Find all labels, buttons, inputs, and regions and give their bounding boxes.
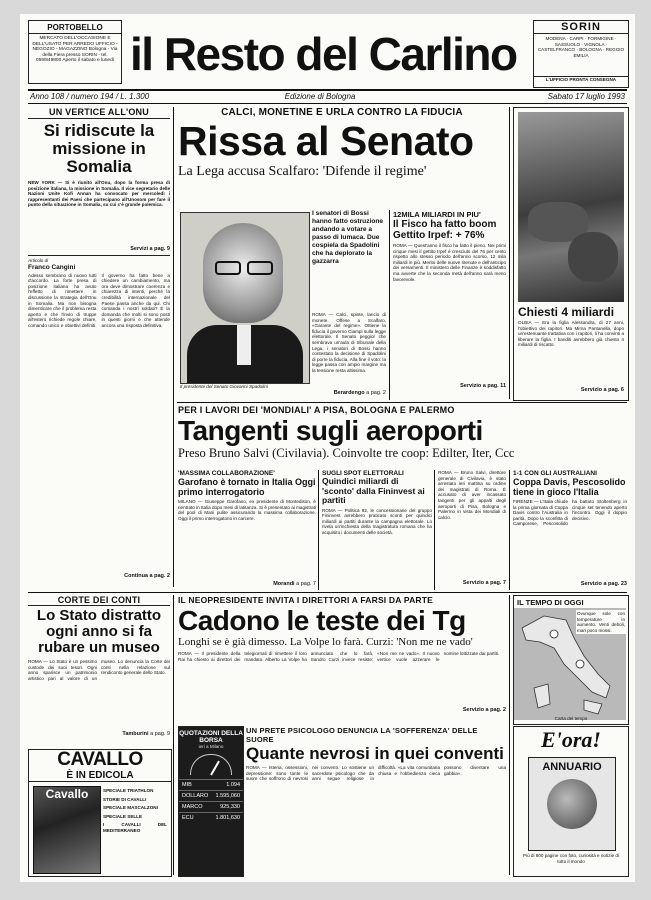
tg-body: ROMA — Il presidente della Rai ha chiesto ai direttori dei telegiornali di rimettere il loro mandato. Alberto La Volpe ha annunciato che lo farà, Sandro Curzi invece resiste: «Non me ne vado». Il nuovo vertice vuole azzerare le nomine lottizzate dai partiti. — [178, 651, 500, 662]
somalia-kicker: UN VERTICE ALL'ONU — [28, 107, 170, 119]
garofano-body: MILANO — Giuseppe Garofano, ex presidente di Montedison, è rientrato in Italia dopo mesi di latitanza. Si è presentato ai magistrati del pool di Mani pulite assicurando la massima collaborazione. Oggi il primo interrogatorio in carcere. — [178, 499, 316, 521]
borsa-row-value: 925,330 — [220, 803, 240, 810]
borsa-row-value: 1.801,630 — [215, 814, 240, 821]
issue-info: Anno 108 / numero 194 / L. 1.300 — [30, 92, 150, 101]
corte-headline: Lo Stato distratto ogni anno si fa rubare un museo — [36, 607, 162, 656]
irpef-more: Servizio a pag. 11 — [460, 383, 506, 389]
annuario-text: Più di 800 pagine con foto, curiosità e notizie di tutto il mondo — [522, 853, 620, 864]
tg-story[interactable] — [178, 595, 506, 723]
suore-kicker: UN PRETE PSICOLOGO DENUNCIA LA 'SOFFERENZA' DELLE SUORE — [246, 726, 478, 744]
borsa-table — [179, 779, 243, 823]
cavallo-item: I CAVALLI DEL MEDITERRANEO — [103, 822, 167, 833]
corte-story[interactable] — [28, 595, 170, 745]
somalia-headline: Si ridiscute la missione in Somalia — [43, 121, 155, 176]
masthead-rule — [28, 89, 627, 91]
tg-kicker: IL NEOPRESIDENTE INVITA I DIRETTORI A FARSI DA PARTE — [178, 595, 434, 605]
annuario-cover — [528, 757, 616, 851]
salvi-body: ROMA — Bruno Salvi, direttore generale di Civilavia, è stato arrestato ieri mattina su ordine dei magistrati di Roma. È accusato di aver incassato tangenti per gli appalti degli aeroporti di Pisa, Bologna e Palermo in vista dei Mondiali di calcio. — [438, 470, 506, 520]
somalia-story[interactable] — [28, 107, 170, 587]
airports-subhead: Preso Bruno Salvi (Civilavia). Coinvolte tre coop: Edilter, Iter, Ccc — [178, 446, 515, 460]
cavallo-ad[interactable] — [28, 749, 172, 877]
somalia-continues: Continua a pag. 2 — [124, 572, 170, 579]
airports-kicker: PER I LAVORI DEI 'MONDIALI' A PISA, BOLOGNA E PALERMO — [178, 405, 455, 415]
kidnap-more: Servizio a pag. 6 — [580, 387, 624, 393]
senate-kicker: CALCI, MONETINE E URLA CONTRO LA FIDUCIA — [221, 107, 463, 118]
sorin-text: MODENA · CARPI · FORMIGINE · SASSUOLO · VIGNOLA · CASTELFRANCO · BOLOGNA · REGGIO EMILIA — [537, 36, 625, 58]
masthead-rule-bottom — [28, 103, 627, 104]
somalia-body: Adesso sembrano di nuovo tutti d'accordo. La forte presa di posizione italiana ha avuto l'effetto di rimettere in discussione la strategia dell'Onu in Somalia. Ma non bisogna dimenticare che il problema resta aperto e che l'invio di truppe all'estero richiede regole chiare, comando unico e obiettivi definiti. Il governo ha fatto bene a chiedere un cambiamento, ma ora deve dimostrare coerenza e chiarezza di intenti, perché la credibilità internazionale del Paese passa anche da qui. Chi comanda i nostri soldati? È la domanda che molti si sono posti in questi giorni e che attende ancora una risposta definitiva. — [28, 272, 170, 328]
somalia-more: Servizi a pag. 9 — [130, 246, 170, 252]
borsa-row-label: ECU — [182, 814, 194, 821]
portobello-text: MERCATO DELL'OCCASIONE E DELL'USATO PER ARREDO UFFICIO - NEGOZIO - MAGAZZINO Bologna - Via della Fiera presso SORIN - tel. 059/849800 Aperto il sabato e lunedì — [32, 36, 118, 64]
borsa-row-label: MIB — [182, 781, 192, 788]
borsa-row-value: 1.094 — [226, 781, 240, 788]
davis-headline: Coppa Davis, Pescosolido tiene in gioco l'Italia — [513, 477, 626, 497]
salvi-more: Servizio a pag. 7 — [462, 580, 506, 586]
edition-label: Edizione di Bologna — [284, 92, 356, 101]
airports-headline: Tangenti sugli aeroporti — [178, 415, 483, 446]
davis-more: Servizio a pag. 23 — [580, 581, 627, 587]
irpef-kicker: 12MILA MILIARDI IN PIU' — [393, 210, 481, 219]
davis-kicker: 1-1 CON GLI AUSTRALIANI — [513, 470, 597, 477]
kidnap-body: OLBIA — Era la figlia Alessandra, di 27 anni, l'obiettivo dei rapitori. Ma Mirna Pantanella, dopo un'estenuante trattativa con i rapitori, li ha convinti a liberare la figlia. I banditi avrebbero già chiesto 4 miliardi di riscatto. — [518, 320, 624, 348]
fininvest-headline: Quindici miliardi di 'sconto' dalla Fininvest ai partiti — [322, 476, 425, 505]
irpef-story[interactable] — [393, 210, 506, 400]
senate-headline: Rissa al Senato — [178, 118, 474, 164]
cavallo-item: SPECIALE MASCALZONI — [103, 805, 158, 811]
sun-icon — [550, 630, 558, 638]
borsa-row-label: DOLLARO — [182, 792, 209, 799]
senate-subhead: La Lega accusa Scalfaro: 'Difende il regime' — [178, 164, 427, 179]
somalia-author-label: Articolo di — [28, 258, 49, 263]
newspaper-front-page — [20, 14, 635, 882]
somalia-author: Franco Cangini — [28, 263, 76, 271]
garofano-story[interactable] — [178, 470, 316, 590]
senate-aside: I senatori di Bossi hanno fatto ostruzione andando a votare a passo di lumaca. Due cospiela da Spadolini che ha deplorato la gazzarra — [312, 210, 384, 265]
portobello-title: PORTOBELLO — [29, 23, 121, 34]
borsa-row — [179, 801, 243, 812]
garofano-headline: Garofano è tornato in Italia Oggi primo interrogatorio — [178, 477, 316, 497]
senate-body: ROMA — Calci, spinte, lancio di monete. Offese a Scalfaro, «Garante del regime». Ottiene la fiducia il governo Ciampi sulla legge elettorale. Il Senato peggior che sembrava un'aula di tribunale della Lega, i senatori di Bossi hanno contestato la decisione di Spadolini di porre la fiducia. Alla fine il voto: la legge passa con ampio margine ma la tensione resta altissima. — [312, 312, 386, 373]
davis-story[interactable] — [513, 470, 627, 590]
weather-caption: Carta del tempo — [554, 716, 588, 722]
borsa-box[interactable] — [178, 726, 244, 877]
sorin-footer: L'UFFICIO PRONTA CONSEGNA — [534, 76, 628, 83]
annuario-ad[interactable] — [513, 726, 629, 877]
borsa-title: QUOTAZIONI DELLA BORSA — [179, 730, 243, 744]
annuario-title: E'ora! — [541, 727, 601, 752]
tg-headline: Cadono le teste dei Tg — [178, 605, 466, 636]
cavallo-item: SPECIALE TRIATHLON — [103, 788, 154, 793]
sun-icon — [576, 660, 584, 668]
corte-body: ROMA — Lo Stato è un pessimo custode dei suoi tesori. Ogni anno sparisce un patrimonio artistico pari al valore di un museo. Lo denuncia la Corte dei conti nella relazione sul rendiconto generale dello Stato. — [28, 659, 170, 681]
suore-headline: Quante nevrosi in quei conventi — [246, 744, 504, 763]
issue-date: Sabato 17 luglio 1993 — [547, 92, 625, 101]
corte-kicker: CORTE DEI CONTI — [28, 595, 170, 606]
fininvest-kicker: SUGLI SPOT ELETTORALI — [322, 470, 404, 477]
cavallo-item: SPECIALE SELLE — [103, 813, 143, 819]
borsa-row — [179, 812, 243, 823]
weather-title: IL TEMPO DI OGGI — [517, 598, 584, 607]
senate-signature: Berardengo a pag. 2 — [333, 390, 386, 396]
cavallo-items — [103, 788, 167, 834]
cavallo-subtitle: È IN EDICOLA — [29, 770, 171, 782]
kidnap-story[interactable] — [513, 107, 629, 401]
borsa-row — [179, 790, 243, 801]
globe-icon — [547, 779, 597, 829]
sorin-ad[interactable] — [533, 20, 629, 88]
irpef-body: ROMA — Quest'anno il fisco ha fatto il pieno. Nei primi cinque mesi il gettito Irpef è cresciuto del 76 per cento rispetto allo stesso periodo dell'anno scorso, 12 mila miliardi in più. Merito delle nuove ritenute e dell'anticipo dei versamenti. Il ministero delle Finanze è soddisfatto ma avverte che la seconda metà dell'anno sarà meno favorevole. — [393, 243, 506, 282]
portobello-ad[interactable] — [28, 20, 122, 84]
fininvest-story[interactable] — [322, 470, 432, 590]
garofano-kicker: 'MASSIMA COLLABORAZIONE' — [178, 470, 275, 477]
sorin-logo: SORIN — [534, 21, 628, 34]
cavallo-cover-title: Cavallo — [45, 787, 89, 801]
weather-box[interactable] — [513, 595, 629, 725]
suore-body: ROMA — Isteria, ossessioni, depressione: sono tante le suore che soffrono di nevrosi nei conventi. Lo sostiene un sacerdote psicologo che da anni segue religiose in difficoltà. «La vita comunitaria chiusa e l'obbedienza cieca possono diventare una gabbia». — [246, 765, 506, 782]
borsa-row-value: 1.595,060 — [215, 792, 240, 799]
gauge-icon — [190, 754, 232, 775]
borsa-row — [179, 779, 243, 790]
masthead-title: il Resto del Carlino — [130, 28, 517, 80]
borsa-subtitle: ieri a Milano — [198, 744, 224, 749]
cavallo-item: STORIE DI CAVALLI — [103, 796, 147, 802]
kidnap-photo — [518, 112, 624, 302]
davis-body: FIRENZE — L'Italia chiude la prima giornata di Coppa Davis contro l'Australia in parità. Dopo la sconfitta di Camporese, Pescosolido ha battuto Stoltenberg in cinque set tenendo aperto l'incontro. Oggi il doppio decisivo. — [513, 499, 627, 527]
corte-signature: Tamburini a pag. 9 — [122, 731, 170, 737]
irpef-headline: Il Fisco ha fatto boom Gettito Irpef: + 76% — [393, 219, 497, 241]
spadolini-photo — [180, 212, 310, 384]
weather-text: Ovunque sole con temperature in aumento. Venti deboli, mari poco mossi. — [577, 611, 625, 633]
fininvest-body: ROMA — Politica 92, le concessionarie del gruppo Fininvest avrebbero praticato sconti per quindici miliardi ai partiti durante la campagna elettorale. Lo rivela un'inchiesta della magistratura romana che ha acquisito i documenti delle società. — [322, 507, 432, 535]
garofano-signature: Morandi a pag. 7 — [273, 581, 316, 587]
somalia-lead: NEW YORK — Si è riunito all'Onu, dopo la forma presa di posizione italiana, la missione in Somalia. Il vice segretario delle Nazioni Unite Kofi Annan ha convocato per mercoledì i rappresentanti dei Paesi che partecipano all'Unosom per fare il punto della situazione in Somalia, su cui c'è grande polemica. — [28, 180, 170, 208]
spadolini-caption: Il presidente del Senato Giovanni Spadolini — [180, 384, 268, 389]
tg-subhead: Longhi se è già dimesso. La Volpe lo farà. Curzi: 'Non me ne vado' — [178, 636, 473, 648]
salvi-story[interactable] — [438, 470, 506, 590]
borsa-row-label: MARCO — [182, 803, 203, 810]
annuario-cover-title: ANNUARIO — [542, 761, 602, 773]
airports-story[interactable] — [178, 405, 627, 467]
suore-story[interactable] — [246, 726, 506, 875]
kidnap-headline: Chiesti 4 miliardi — [518, 305, 615, 319]
tg-more: Servizio a pag. 2 — [462, 707, 506, 713]
cavallo-cover — [33, 786, 101, 874]
cavallo-title: CAVALLO — [57, 749, 143, 770]
